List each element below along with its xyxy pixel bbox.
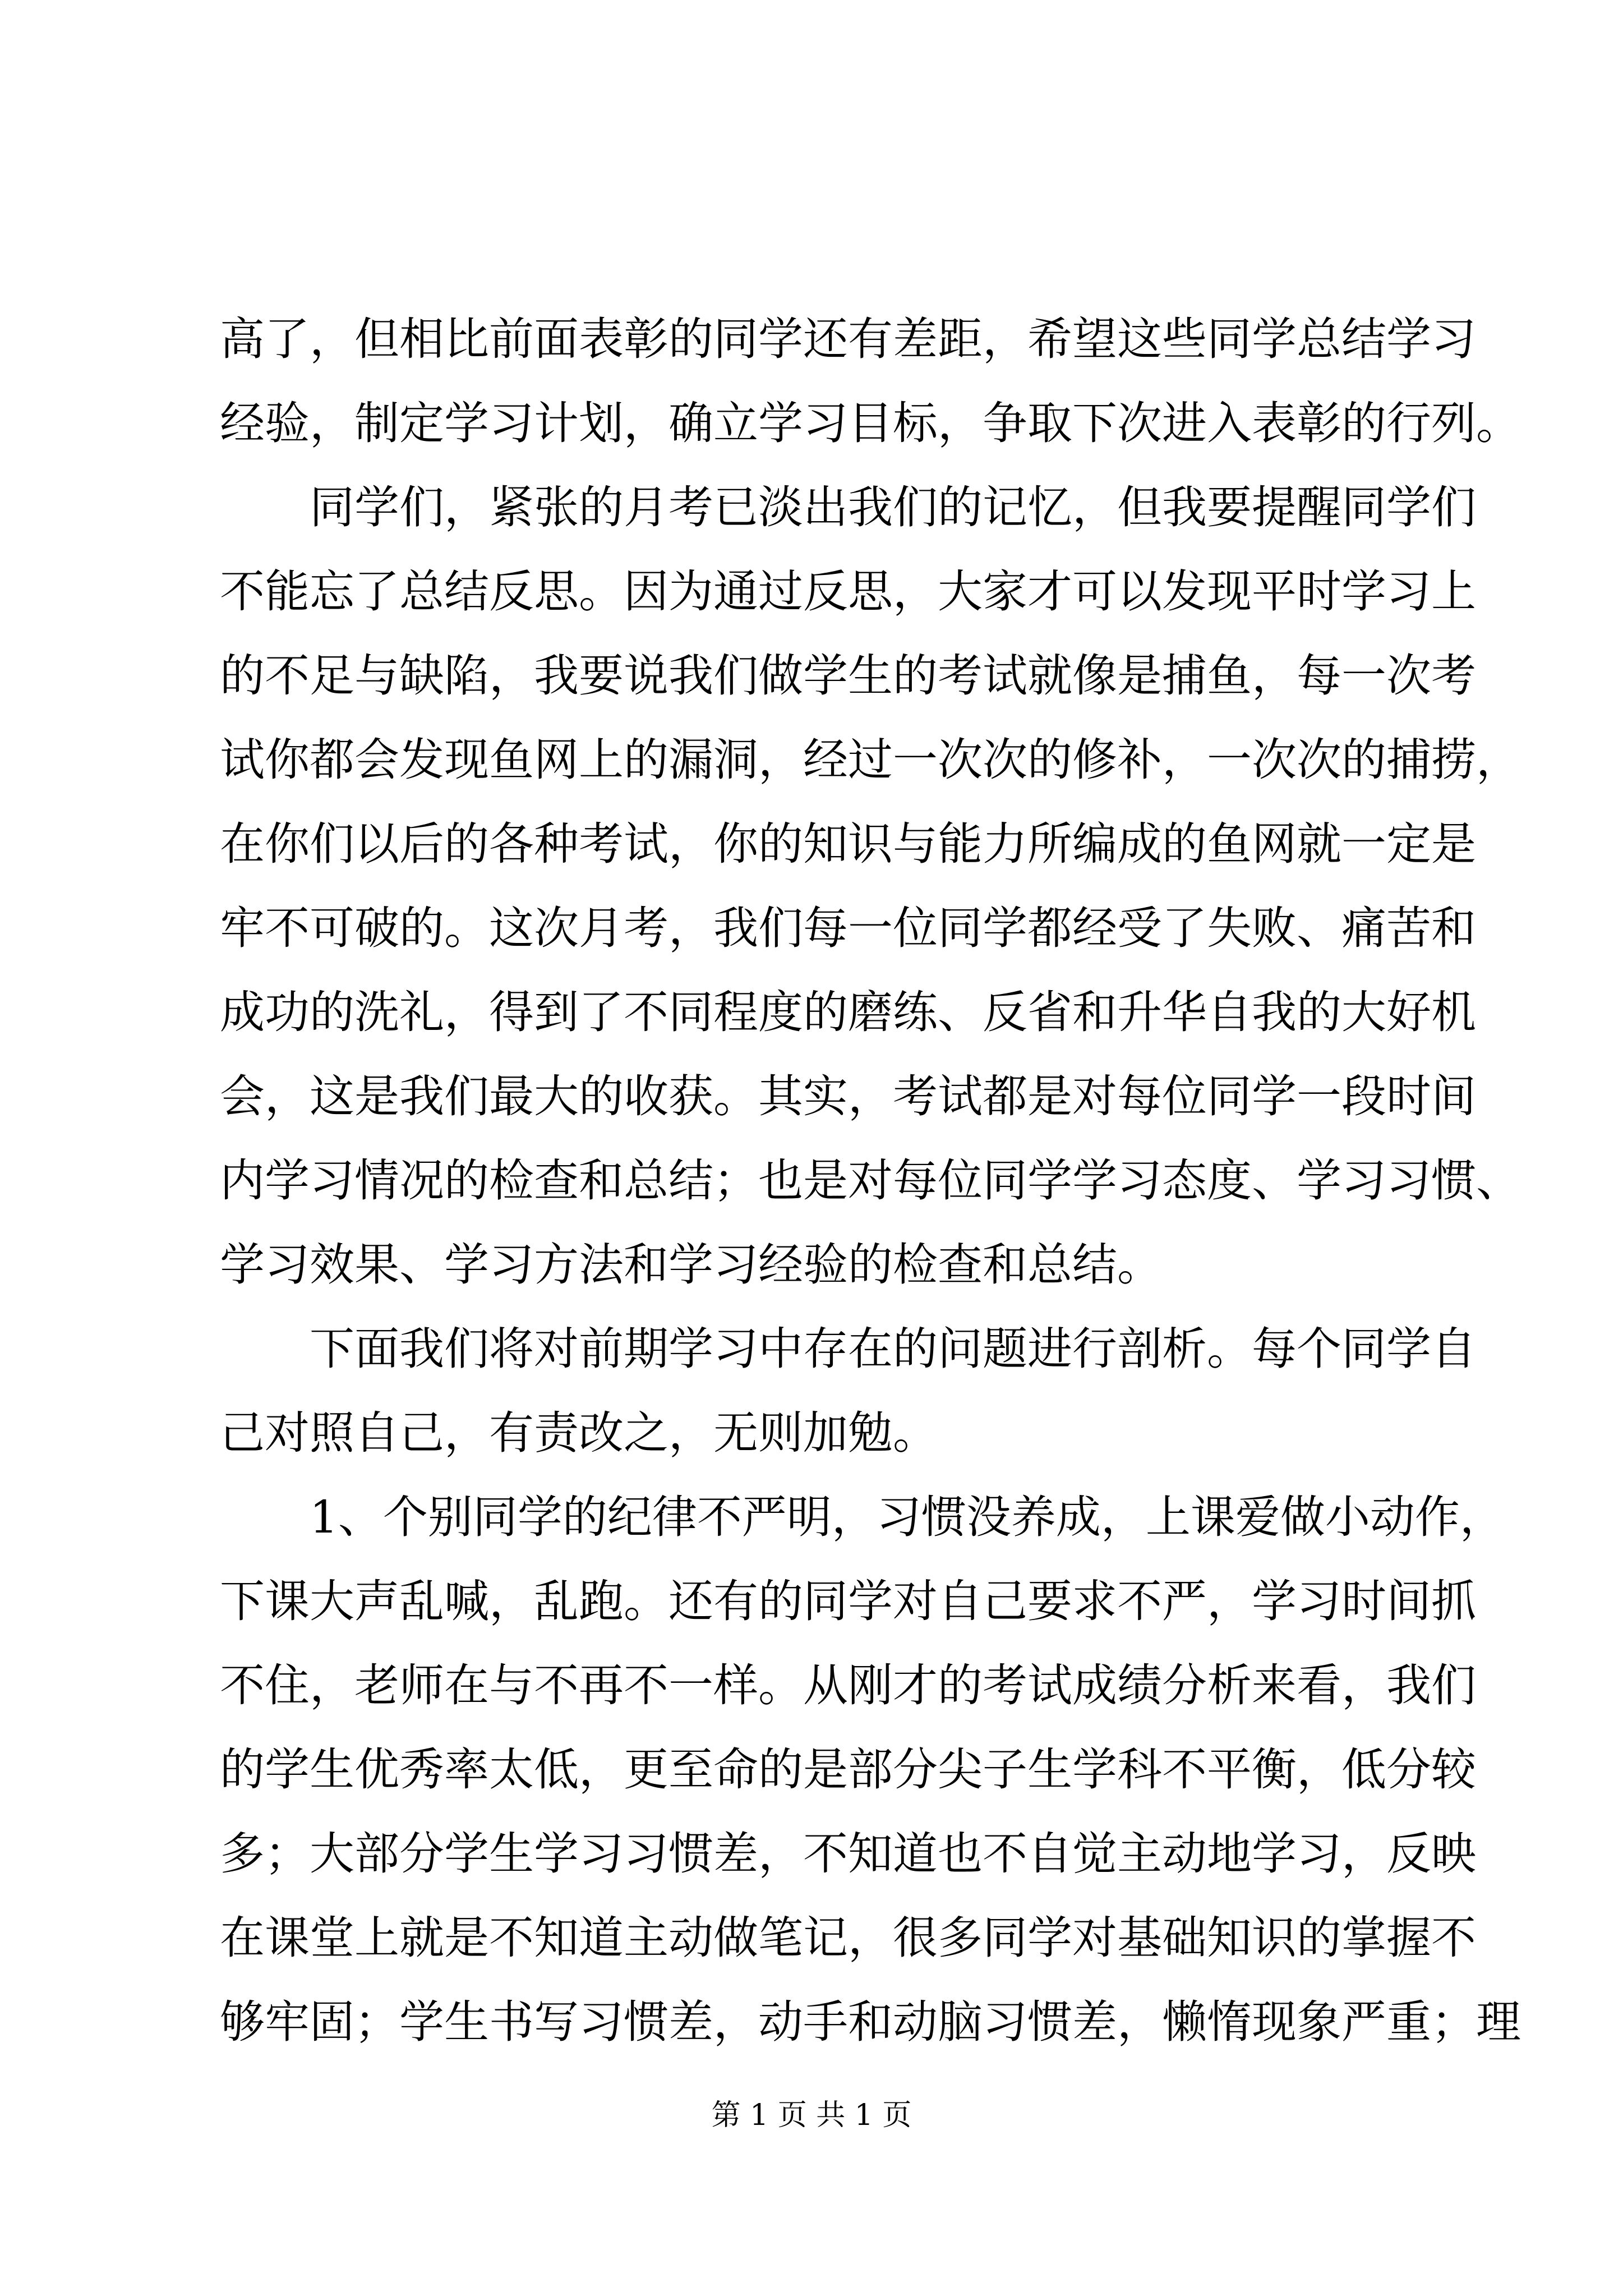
paragraph xyxy=(220,297,1521,466)
text-line: 内学习情况的检查和总结；也是对每位同学学习态度、学习习惯、 xyxy=(220,1154,1521,1207)
text-line: 够牢固；学生书写习惯差，动手和动脑习惯差，懒惰现象严重；理 xyxy=(220,1996,1521,2048)
text-line: 己对照自己，有责改之，无则加勉。 xyxy=(220,1407,938,1459)
text-line: 下面我们将对前期学习中存在的问题进行剖析。每个同学自 xyxy=(310,1323,1476,1375)
paragraph xyxy=(220,1475,1521,2064)
text-line: 的学生优秀率太低，更至命的是部分尖子生学科不平衡，低分较 xyxy=(220,1743,1476,1796)
paragraph xyxy=(220,466,1521,1307)
text-line: 同学们，紧张的月考已淡出我们的记忆，但我要提醒同学们 xyxy=(310,481,1476,533)
text-line: 的不足与缺陷，我要说我们做学生的考试就像是捕鱼，每一次考 xyxy=(220,650,1476,702)
text-line: 试你都会发现鱼网上的漏洞，经过一次次的修补，一次次的捕捞， xyxy=(220,734,1521,786)
text-line: 高了，但相比前面表彰的同学还有差距，希望这些同学总结学习 xyxy=(220,313,1476,365)
text-line: 不住，老师在与不再不一样。从刚才的考试成绩分析来看，我们 xyxy=(220,1659,1476,1711)
text-line: 牢不可破的。这次月考，我们每一位同学都经受了失败、痛苦和 xyxy=(220,902,1476,954)
text-line: 不能忘了总结反思。因为通过反思，大家才可以发现平时学习上 xyxy=(220,565,1476,618)
text-line: 在课堂上就是不知道主动做笔记，很多同学对基础知识的掌握不 xyxy=(220,1912,1476,1964)
text-line: 会，这是我们最大的收获。其实，考试都是对每位同学一段时间 xyxy=(220,1070,1476,1122)
text-line: 学习效果、学习方法和学习经验的检查和总结。 xyxy=(220,1239,1162,1291)
text-line: 在你们以后的各种考试，你的知识与能力所编成的鱼网就一定是 xyxy=(220,818,1476,870)
text-line: 经验，制定学习计划，确立学习目标，争取下次进入表彰的行列。 xyxy=(220,397,1521,449)
text-line: 多；大部分学生学习习惯差，不知道也不自觉主动地学习，反映 xyxy=(220,1828,1476,1880)
text-line: 下课大声乱喊，乱跑。还有的同学对自己要求不严，学习时间抓 xyxy=(220,1575,1476,1627)
paragraph xyxy=(220,1307,1476,1475)
text-line: 成功的洗礼，得到了不同程度的磨练、反省和升华自我的大好机 xyxy=(220,986,1476,1038)
text-line: 1、个别同学的纪律不严明，习惯没养成，上课爱做小动作， xyxy=(310,1491,1505,1543)
page-footer: 第 1 页 共 1 页 xyxy=(711,2099,912,2132)
document-body xyxy=(220,297,1521,2064)
